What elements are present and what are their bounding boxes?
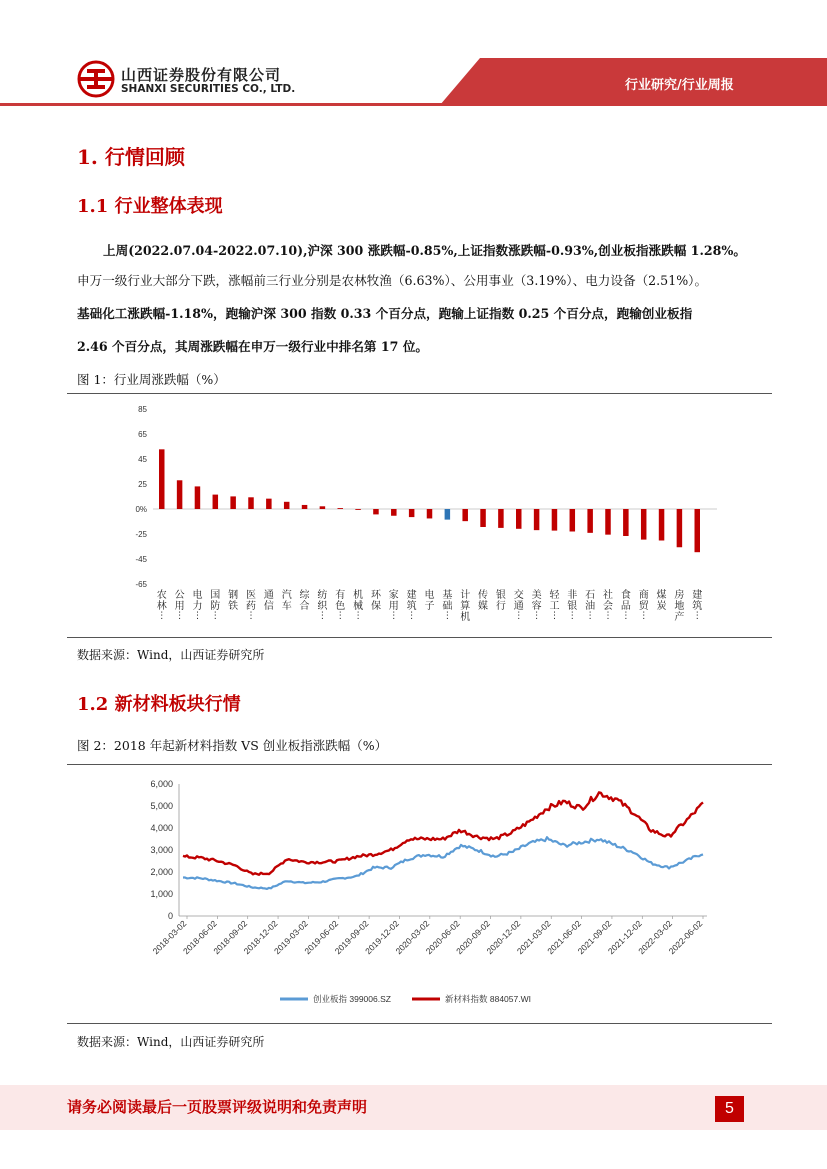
y-tick-label: 45 (138, 455, 147, 464)
bar-7 (284, 502, 290, 509)
x-tick-label (514, 588, 524, 620)
bar-17 (462, 509, 468, 521)
svg-text:社: 社 (603, 590, 613, 601)
svg-text:纺: 纺 (317, 590, 328, 601)
x-tick-label: 2019-12-02 (363, 918, 401, 957)
x-tick-label: 2020-09-02 (454, 918, 492, 957)
paragraph-chemical-industry: 基础化工涨跌幅-1.18%，跑输沪深 300 指数 0.33 个百分点，跑输上证指数 0.25 个百分点，跑输创业板指 (77, 306, 693, 321)
svg-text:产: 产 (674, 612, 685, 623)
svg-text:有: 有 (335, 590, 346, 601)
svg-text:媒: 媒 (478, 601, 489, 612)
x-tick-label (157, 588, 167, 620)
svg-text:保: 保 (370, 601, 381, 612)
report-type-label: 行业研究/行业周报 (625, 78, 734, 93)
svg-text:⋮: ⋮ (246, 610, 256, 620)
svg-text:机: 机 (353, 590, 364, 601)
svg-text:容: 容 (531, 601, 542, 612)
svg-text:非: 非 (567, 590, 578, 601)
footer-disclaimer: 请务必阅读最后一页股票评级说明和免责声明 (67, 1098, 368, 1116)
svg-text:用: 用 (388, 601, 399, 612)
svg-text:础: 础 (442, 601, 453, 612)
svg-text:钢: 钢 (228, 590, 239, 601)
bar-16 (445, 509, 451, 520)
section-title-1-1: 1.1 行业整体表现 (77, 196, 223, 217)
svg-text:⋮: ⋮ (442, 610, 452, 620)
y-tick-label: -25 (135, 530, 147, 539)
x-tick-label: 2018-06-02 (180, 918, 219, 957)
bar-8 (302, 505, 308, 509)
y-tick-label: 0% (135, 505, 147, 514)
x-tick-label (603, 588, 613, 620)
x-tick-label (246, 589, 256, 620)
y-tick-label: 1,000 (150, 889, 173, 899)
svg-text:用: 用 (174, 601, 185, 612)
svg-text:防: 防 (210, 601, 221, 612)
svg-text:算: 算 (460, 601, 471, 612)
x-tick-label (567, 588, 577, 620)
x-tick-label (389, 589, 399, 620)
x-tick-label (407, 588, 417, 620)
figure1-caption: 图 1：行业周涨跌幅（%） (77, 372, 226, 387)
svg-text:⋮: ⋮ (639, 610, 649, 620)
svg-text:⋮: ⋮ (175, 610, 185, 620)
bar-23 (570, 509, 576, 532)
x-tick-label (210, 589, 220, 620)
bar-21 (534, 509, 540, 530)
bar-19 (498, 509, 504, 528)
svg-text:银: 银 (567, 601, 578, 612)
svg-text:家: 家 (388, 590, 399, 601)
y-tick-label: 6,000 (150, 779, 173, 789)
bar-29 (677, 509, 683, 547)
x-tick-label (228, 588, 238, 612)
x-tick-label (692, 588, 702, 620)
y-tick-label: 2,000 (150, 867, 173, 877)
x-tick-label (657, 588, 667, 612)
svg-text:合: 合 (299, 601, 310, 612)
svg-text:色: 色 (335, 601, 346, 612)
svg-text:械: 械 (353, 601, 364, 612)
bar-14 (409, 509, 415, 517)
svg-text:农: 农 (156, 590, 167, 601)
svg-text:煤: 煤 (656, 590, 667, 601)
svg-text:贸: 贸 (638, 601, 649, 612)
x-tick-label (478, 588, 488, 612)
bar-2 (195, 486, 201, 509)
x-tick-label: 2021-09-02 (575, 918, 614, 957)
bar-22 (552, 509, 558, 531)
x-tick-label: 2018-12-02 (241, 918, 280, 957)
x-tick-label: 2019-09-02 (332, 918, 371, 957)
svg-text:电: 电 (192, 590, 203, 601)
x-tick-label: 2021-12-02 (605, 918, 644, 957)
x-tick-label (549, 589, 560, 620)
x-tick-label: 2022-06-02 (666, 918, 705, 957)
svg-text:炭: 炭 (656, 601, 667, 612)
svg-text:通: 通 (513, 601, 524, 612)
bar-25 (605, 509, 611, 535)
svg-text:药: 药 (246, 601, 256, 612)
y-tick-label: 65 (138, 430, 147, 439)
company-logo-icon (76, 59, 116, 99)
x-tick-label (425, 588, 435, 612)
svg-text:⋮: ⋮ (585, 610, 595, 620)
x-tick-label (175, 590, 185, 620)
x-tick-label: 2018-09-02 (211, 918, 250, 957)
x-tick-label (532, 588, 542, 620)
svg-text:工: 工 (549, 601, 560, 612)
svg-text:行: 行 (495, 601, 506, 612)
svg-text:环: 环 (370, 590, 381, 601)
svg-text:医: 医 (246, 590, 256, 601)
svg-text:计: 计 (460, 590, 471, 601)
x-tick-label: 2021-06-02 (545, 918, 584, 957)
svg-text:⋮: ⋮ (692, 610, 702, 620)
bar-6 (266, 499, 272, 509)
svg-text:油: 油 (585, 601, 596, 612)
svg-text:⋮: ⋮ (317, 610, 327, 620)
bar-1 (177, 480, 183, 509)
new-material-line-chart (67, 766, 772, 1021)
svg-text:力: 力 (192, 601, 203, 612)
svg-text:信: 信 (263, 601, 274, 612)
bar-18 (480, 509, 486, 527)
svg-text:⋮: ⋮ (192, 610, 202, 620)
x-tick-label (282, 589, 292, 612)
bar-9 (320, 506, 326, 509)
section-title-1: 1. 行情回顾 (77, 145, 185, 169)
x-tick-label (371, 589, 382, 612)
svg-text:电: 电 (424, 590, 435, 601)
svg-text:⋮: ⋮ (621, 610, 631, 620)
y-tick-label: 3,000 (150, 845, 173, 855)
svg-text:商: 商 (638, 590, 649, 601)
x-tick-label: 2020-06-02 (423, 918, 462, 957)
svg-text:⋮: ⋮ (389, 610, 399, 620)
x-tick-label (496, 588, 506, 612)
svg-text:创业板指 399006.SZ: 创业板指 399006.SZ (313, 994, 391, 1004)
series-line-0 (183, 837, 703, 889)
x-tick-label: 2019-03-02 (272, 918, 310, 957)
svg-text:子: 子 (424, 601, 435, 612)
x-tick-label (674, 588, 684, 623)
x-tick-label (353, 588, 363, 620)
svg-text:交: 交 (513, 590, 524, 601)
paragraph-ranking: 2.46 个百分点，其周涨跌幅在申万一级行业中排名第 17 位。 (77, 339, 429, 354)
page-number: 5 (715, 1096, 744, 1122)
x-tick-label: 2021-03-02 (514, 918, 553, 957)
figure2-caption: 图 2：2018 年起新材料指数 VS 创业板指涨跌幅（%） (77, 738, 388, 753)
bar-5 (248, 497, 254, 509)
bar-26 (623, 509, 629, 536)
x-tick-label (192, 588, 202, 620)
svg-text:地: 地 (674, 601, 685, 612)
y-tick-label: -65 (135, 580, 147, 589)
x-tick-label: 2020-12-02 (484, 918, 523, 957)
svg-text:⋮: ⋮ (353, 610, 363, 620)
x-tick-label: 2022-03-02 (636, 918, 675, 957)
bar-3 (213, 495, 219, 509)
svg-text:传: 传 (478, 590, 489, 601)
x-tick-label (317, 588, 328, 620)
bar-24 (587, 509, 593, 533)
series-line-1 (183, 792, 703, 874)
svg-text:⋮: ⋮ (567, 610, 577, 620)
svg-text:房: 房 (674, 590, 685, 601)
legend-item (412, 994, 531, 1004)
y-tick-label: -45 (135, 555, 147, 564)
figure1-source: 数据来源：Wind，山西证券研究所 (77, 648, 265, 662)
x-tick-label (621, 588, 631, 620)
svg-text:林: 林 (156, 601, 167, 612)
x-tick-label (460, 588, 470, 623)
figure1-bottom-rule (67, 637, 772, 638)
section-title-1-2: 1.2 新材料板块行情 (77, 694, 241, 715)
x-tick-label: 2018-03-02 (150, 918, 189, 957)
svg-text:国: 国 (210, 590, 221, 601)
svg-text:筑: 筑 (406, 601, 417, 612)
x-tick-label (442, 588, 452, 620)
svg-text:⋮: ⋮ (407, 610, 417, 620)
x-tick-label (585, 589, 595, 620)
x-tick-label (300, 588, 311, 612)
svg-text:铁: 铁 (228, 601, 239, 612)
svg-text:织: 织 (317, 601, 328, 612)
figure2-bottom-rule (67, 1023, 772, 1024)
company-name-cn: 山西证券股份有限公司 (121, 66, 282, 84)
x-tick-label (264, 589, 274, 612)
bar-4 (230, 496, 236, 509)
company-name-en: SHANXI SECURITIES CO., LTD. (121, 83, 296, 95)
bar-11 (355, 509, 361, 510)
bar-0 (159, 449, 165, 509)
svg-text:建: 建 (406, 590, 417, 601)
svg-text:⋮: ⋮ (532, 610, 542, 620)
svg-text:⋮: ⋮ (157, 610, 167, 620)
bar-13 (391, 509, 397, 516)
svg-text:⋮: ⋮ (335, 610, 345, 620)
svg-text:机: 机 (460, 612, 471, 623)
legend-item (280, 994, 391, 1004)
y-tick-label: 4,000 (150, 823, 173, 833)
y-tick-label: 5,000 (150, 801, 173, 811)
x-tick-label (639, 588, 650, 620)
x-tick-label: 2020-03-02 (393, 918, 432, 957)
svg-text:基: 基 (442, 590, 453, 601)
y-tick-label: 25 (138, 480, 147, 489)
figure2-source: 数据来源：Wind，山西证券研究所 (77, 1035, 265, 1049)
industry-bar-chart (67, 395, 772, 635)
svg-text:石: 石 (585, 590, 596, 601)
bar-30 (695, 509, 701, 552)
svg-text:公: 公 (174, 590, 185, 601)
svg-text:会: 会 (603, 601, 613, 612)
bar-10 (338, 508, 344, 509)
svg-text:⋮: ⋮ (210, 610, 220, 620)
x-tick-label (335, 588, 345, 620)
svg-text:品: 品 (620, 601, 631, 612)
bar-27 (641, 509, 647, 540)
svg-text:⋮: ⋮ (549, 610, 559, 620)
bar-12 (373, 509, 379, 514)
bar-15 (427, 509, 433, 518)
x-tick-label: 2019-06-02 (302, 918, 341, 957)
svg-text:车: 车 (281, 601, 292, 612)
figure2-top-rule (67, 764, 772, 765)
paragraph-weekly-performance: 上周(2022.07.04-2022.07.10),沪深 300 涨跌幅-0.85%,上证指数涨跌幅-0.93%,创业板指涨跌幅 1.28%。 (103, 243, 746, 258)
svg-text:汽: 汽 (281, 590, 292, 601)
bar-28 (659, 509, 665, 541)
svg-text:建: 建 (692, 590, 703, 601)
svg-text:⋮: ⋮ (603, 610, 613, 620)
svg-text:⋮: ⋮ (514, 610, 524, 620)
svg-text:银: 银 (495, 590, 506, 601)
bar-20 (516, 509, 522, 529)
y-tick-label: 85 (138, 405, 147, 414)
figure1-top-rule (67, 393, 772, 394)
svg-text:美: 美 (531, 590, 542, 601)
svg-text:新材料指数 884057.WI: 新材料指数 884057.WI (445, 994, 531, 1004)
svg-text:通: 通 (263, 590, 274, 601)
svg-text:综: 综 (299, 590, 310, 601)
svg-text:轻: 轻 (549, 590, 560, 601)
svg-text:食: 食 (620, 590, 631, 601)
y-tick-label: 0 (167, 911, 173, 921)
paragraph-top-industries: 申万一级行业大部分下跌，涨幅前三行业分别是农林牧渔（6.63%）、公用事业（3.19%）、电力设备（2.51%）。 (77, 273, 708, 288)
svg-text:筑: 筑 (692, 601, 703, 612)
